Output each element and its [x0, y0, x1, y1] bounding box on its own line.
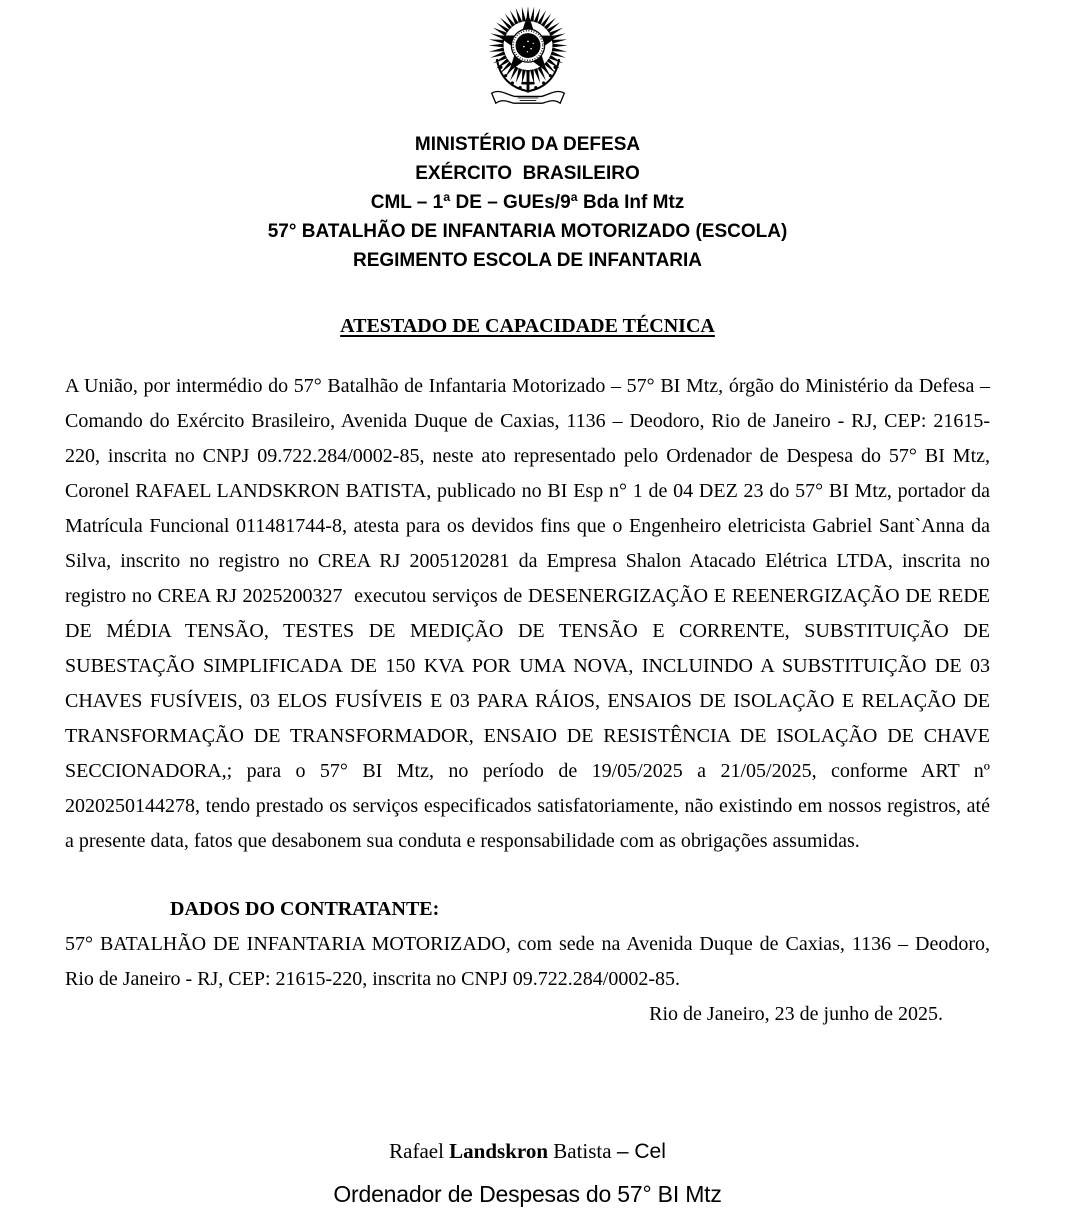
- org-header-line-regiment: REGIMENTO ESCOLA DE INFANTARIA: [352, 250, 703, 271]
- document-title: [65, 315, 990, 338]
- contractor-heading: DADOS DO CONTRATANTE:: [170, 898, 440, 920]
- signature-name-bold: Landskron: [449, 1139, 549, 1163]
- signature-name: [65, 1138, 990, 1165]
- signature-role: Ordenador de Despesas do 57° BI Mtz: [333, 1181, 722, 1207]
- document-title-text: ATESTADO DE CAPACIDADE TÉCNICA: [340, 315, 715, 337]
- contractor-text: 57° BATALHÃO DE INFANTARIA MOTORIZADO, com sede na Avenida Duque de Caxias, 1136 – Deodoro, Rio de Janeiro - RJ, CEP: 21615-220, inscrita no CNPJ 09.722.284/0002-85.: [65, 933, 990, 990]
- org-header: [65, 130, 990, 275]
- org-header-line-ministry: MINISTÉRIO DA DEFESA: [414, 134, 641, 155]
- signature-rank: – Cel: [616, 1140, 666, 1163]
- dateline: Rio de Janeiro, 23 de junho de 2025.: [649, 1003, 943, 1025]
- emblem-container: [65, 4, 990, 114]
- org-header-line-command: CML – 1ª DE – GUEs/9ª Bda Inf Mtz: [370, 192, 685, 213]
- brazil-army-coat-of-arms-icon: [476, 4, 580, 112]
- org-header-line-battalion: 57° BATALHÃO DE INFANTARIA MOTORIZADO (ESCOLA): [267, 221, 788, 242]
- signature-block: [65, 1138, 990, 1208]
- document-page: [65, 0, 995, 1208]
- signature-name-last: Batista: [548, 1139, 617, 1163]
- body-paragraph: A União, por intermédio do 57° Batalhão de Infantaria Motorizado – 57° BI Mtz, órgão do Ministério da Defesa – Comando do Exército Brasileiro, Avenida Duque de Caxias, 1136 – Deodoro, Rio de Janeiro - RJ, CEP: 21615-220, inscrita no CNPJ 09.722.284/0002-85, neste ato representado pelo Ordenador de Despesa do 57° BI Mtz, Coronel RAFAEL LANDSKRON BATISTA, publicado no BI Esp n° 1 de 04 DEZ 23 do 57° BI Mtz, portador da Matrícula Funcional 011481744-8, atesta para os devidos fins que o Engenheiro eletricista Gabriel Sant`Anna da Silva, inscrito no registro no CREA RJ 2005120281 da Empresa Shalon Atacado Elétrica LTDA, inscrita no registro no CREA RJ 2025200327 executou serviços de DESENERGIZAÇÃO E REENERGIZAÇÃO DE REDE DE MÉDIA TENSÃO, TESTES DE MEDIÇÃO DE TENSÃO E CORRENTE, SUBSTITUIÇÃO DE SUBESTAÇÃO SIMPLIFICADA DE 150 KVA POR UMA NOVA, INCLUINDO A SUBSTITUIÇÃO DE 03 CHAVES FUSÍVEIS, 03 ELOS FUSÍVEIS E 03 PARA RÁIOS, ENSAIOS DE ISOLAÇÃO E RELAÇÃO DE TRANSFORMAÇÃO DE TRANSFORMADOR, ENSAIO DE RESISTÊNCIA DE ISOLAÇÃO DE CHAVE SECCIONADORA,; para o 57° BI Mtz, no período de 19/05/2025 a 21/05/2025, conforme ART nº 2020250144278, tendo prestado os serviços especificados satisfatoriamente, não existindo em nossos registros, até a presente data, fatos que desabonem sua conduta e responsabilidade com as obrigações assumidas.: [65, 375, 995, 852]
- org-header-line-army: EXÉRCITO BRASILEIRO: [415, 163, 640, 184]
- signature-name-first: Rafael: [389, 1139, 450, 1163]
